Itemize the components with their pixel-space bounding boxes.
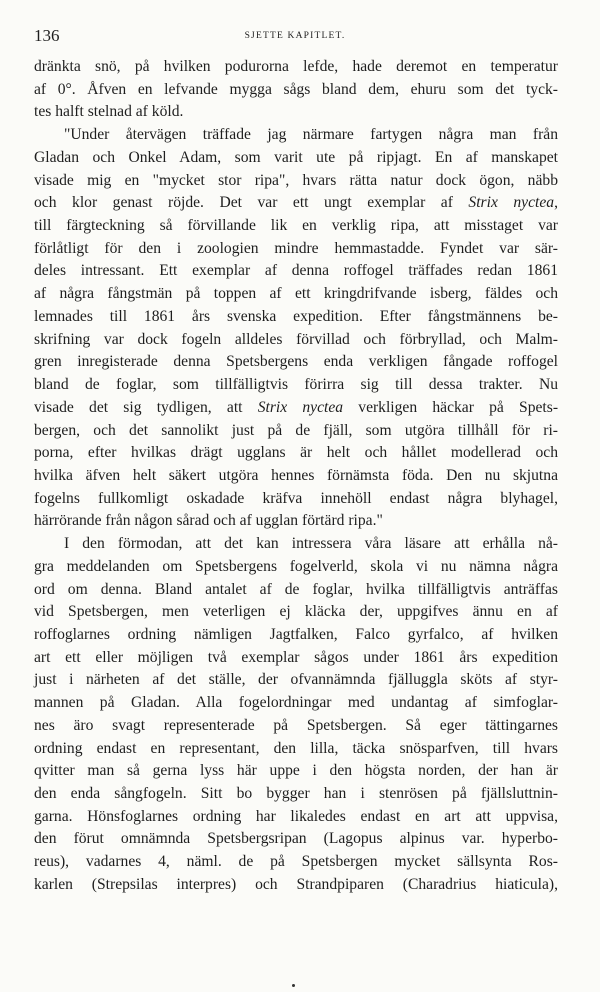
text-line: vid Spetsbergen, men veterligen ej kläcka der, uppgifves ännu en af [34,603,558,621]
text-line: och klor genast röjde. Det var ett ungt exemplar af Strix nyctea, [34,194,558,212]
paragraph-start-line: I den förmodan, att det kan intressera våra läsare att erhålla nå- [64,535,558,553]
text-line: till färgteckning så förvillande lik en verklig ripa, att misstaget var [34,217,558,235]
text-line: ord om denna. Bland antalet af de foglar, hvilka tillfälligtvis anträffas [34,580,558,598]
text-line: just i närheten af det ställe, der ofvannämnda fjälluggla sköts af styr- [34,671,558,689]
text-line: reus), vadarnes 4, näml. de på Spetsbergen mycket sällsynta Ros- [34,853,558,871]
text-line: af 0°. Åfven en lefvande mygga sågs bland dem, ehuru som det tyck- [34,80,558,98]
text-line: den förut omnämnda Spetsbergsripan (Lagopus alpinus var. hyperbo- [34,830,558,848]
text-line: Gladan och Onkel Adam, som varit ute på ripjagt. En af manskapet [34,148,558,166]
text-line: den enda sångfogeln. Sitt bo bygger han i stenrösen på fjällsluttnin- [34,785,558,802]
text-line: art ett eller möjligen två exemplar sågos under 1861 års expedition [34,648,558,666]
species-name: Strix nyctea [468,194,555,212]
text-line: lemnades till 1861 års svenska expedition. Efter fångstmännens be- [34,307,558,325]
text-line: karlen (Strepsilas interpres) och Strandpiparen (Charadrius hiaticula), [34,875,558,893]
text-line: ordning endast en representant, den lilla, täcka snösparfven, till hvars [34,739,558,757]
text-line: af några fångstmän på toppen af ett kringdrifvande isberg, fäldes och [34,285,558,303]
text-line: bergen, och det sannolikt just på de fjäll, som utgöra tillhåll för ri- [34,421,558,439]
text-line: mannen på Gladan. Alla fogelordningar med undantag af simfoglar- [34,694,558,712]
text-line: garna. Hönsfoglarnes ordning har likaledes endast en art att uppvisa, [34,807,558,825]
text-line: bland de foglar, som tillfälligtvis förirra sig till dessa trakter. Nu [34,376,558,394]
ink-speck [292,984,295,987]
text-line: härrörande från någon sårad och af ugglan förtärd ripa." [34,512,383,530]
text-line: skrifning var dock fogeln alldeles förvillad och förbryllad, och Malm- [34,330,558,348]
text-line: dränkta snö, på hvilken podurorna lefde, hade deremot en temperatur [34,58,558,75]
body-text [34,56,558,897]
species-name: Strix nyctea [257,398,344,416]
text-line: nes äro svagt representerade på Spetsbergen. Så eger tättingarnes [34,716,558,734]
text-line: qvitter man så gerna lyss här uppe i den högsta norden, der han är [34,762,558,780]
page-number: 136 [34,26,60,45]
text-line: gra meddelanden om Spetsbergens fogelverld, skola vi nu nämna några [34,557,558,575]
paragraph-start-line: "Under återvägen träffade jag närmare fartygen några man från [64,126,558,144]
text-line: porna, efter hvilkas drägt ugglans är helt och hållet modellerad och [34,444,558,462]
text-line: gren inregisterade denna Spetsbergens enda verkligen fångade roffogel [34,353,558,371]
text-line: roffoglarnes ordning nämligen Jagtfalken, Falco gyrfalco, af hvilken [34,625,558,643]
text-line: tes halft stelnad af köld. [34,103,184,121]
text-line: förlåtligt för den i zoologien mindre hemmastadde. Fyndet var sär- [34,239,558,257]
text-line: hvilka äfven helt säkert utgöra hennes förnämsta föda. Den nu skjutna [34,466,558,484]
running-title: SJETTE KAPITLET. [244,31,346,41]
text-line: visade det sig tydligen, att Strix nyctea verkligen häckar på Spets- [34,398,559,416]
text-line: deles intressant. Ett exemplar af denna roffogel träffades redan 1861 [34,262,558,280]
text-line: visade mig en "mycket stor ripa", hvars rätta natur dock ögon, näbb [34,171,558,189]
page-header [34,26,556,50]
text-line: fogelns fullkomligt oskadade kräfva innehöll endast några blyhagel, [34,489,558,507]
